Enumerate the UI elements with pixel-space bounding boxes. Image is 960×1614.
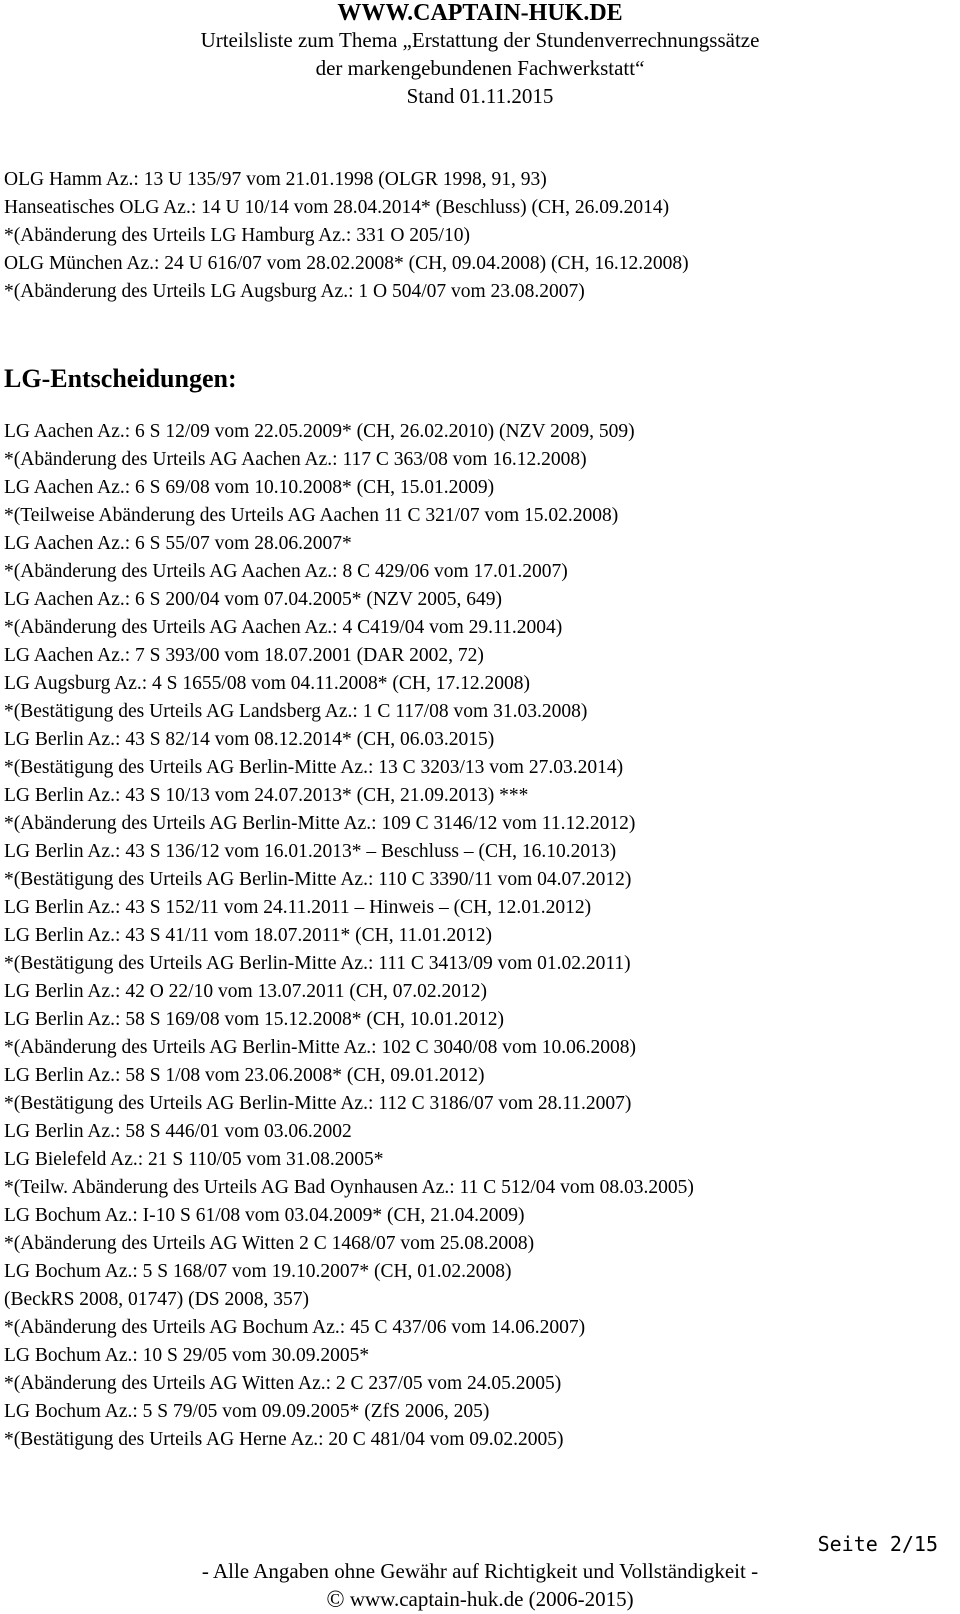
lg-entry: (BeckRS 2008, 01747) (DS 2008, 357)	[4, 1289, 309, 1310]
lg-entry: *(Bestätigung des Urteils AG Herne Az.: 20 C 481/04 vom 09.02.2005)	[4, 1429, 564, 1450]
olg-entry: OLG Hamm Az.: 13 U 135/97 vom 21.01.1998 (OLGR 1998, 91, 93)	[4, 169, 547, 190]
olg-entry: *(Abänderung des Urteils LG Augsburg Az.: 1 O 504/07 vom 23.08.2007)	[4, 281, 585, 302]
lg-entry: *(Bestätigung des Urteils AG Berlin-Mitte Az.: 110 C 3390/11 vom 04.07.2012)	[4, 869, 632, 890]
document-date: Stand 01.11.2015	[406, 84, 554, 108]
lg-entry: *(Bestätigung des Urteils AG Berlin-Mitte Az.: 112 C 3186/07 vom 28.11.2007)	[4, 1093, 632, 1114]
lg-entry: *(Abänderung des Urteils AG Berlin-Mitte Az.: 102 C 3040/08 vom 10.06.2008)	[4, 1037, 637, 1058]
lg-entry: *(Bestätigung des Urteils AG Landsberg Az.: 1 C 117/08 vom 31.03.2008)	[4, 701, 588, 722]
olg-entry: Hanseatisches OLG Az.: 14 U 10/14 vom 28.04.2014* (Beschluss) (CH, 26.09.2014)	[4, 197, 670, 218]
lg-entries	[4, 418, 954, 1454]
lg-entry: LG Bochum Az.: 5 S 168/07 vom 19.10.2007* (CH, 01.02.2008)	[4, 1261, 512, 1282]
lg-entry: *(Teilw. Abänderung des Urteils AG Bad Oynhausen Az.: 11 C 512/04 vom 08.03.2005)	[4, 1177, 694, 1198]
olg-entries	[4, 166, 954, 306]
lg-entry: LG Berlin Az.: 58 S 169/08 vom 15.12.2008* (CH, 10.01.2012)	[4, 1009, 504, 1030]
page-number: Seite 2/15	[817, 1532, 938, 1556]
lg-entry: LG Berlin Az.: 58 S 1/08 vom 23.06.2008* (CH, 09.01.2012)	[4, 1065, 485, 1086]
olg-entry: OLG München Az.: 24 U 616/07 vom 28.02.2008* (CH, 09.04.2008) (CH, 16.12.2008)	[4, 253, 689, 274]
lg-entry: LG Berlin Az.: 43 S 41/11 vom 18.07.2011* (CH, 11.01.2012)	[4, 925, 493, 946]
lg-entry: *(Abänderung des Urteils AG Berlin-Mitte Az.: 109 C 3146/12 vom 11.12.2012)	[4, 813, 636, 834]
lg-entry: *(Abänderung des Urteils AG Witten 2 C 1468/07 vom 25.08.2008)	[4, 1233, 535, 1254]
lg-entry: LG Berlin Az.: 43 S 152/11 vom 24.11.2011 – Hinweis – (CH, 12.01.2012)	[4, 897, 592, 918]
footer-copyright	[0, 1586, 960, 1613]
copyright-text: www.captain-huk.de (2006-2015)	[349, 1587, 634, 1611]
lg-entry: LG Aachen Az.: 6 S 200/04 vom 07.04.2005* (NZV 2005, 649)	[4, 589, 502, 610]
lg-entry: *(Abänderung des Urteils AG Witten Az.: 2 C 237/05 vom 24.05.2005)	[4, 1373, 562, 1394]
site-title: WWW.CAPTAIN-HUK.DE	[337, 0, 623, 26]
lg-entry: LG Aachen Az.: 6 S 12/09 vom 22.05.2009* (CH, 26.02.2010) (NZV 2009, 509)	[4, 421, 635, 442]
document-subtitle-line-1: Urteilsliste zum Thema „Erstattung der Stundenverrechnungssätze	[200, 28, 760, 52]
lg-entry: *(Abänderung des Urteils AG Aachen Az.: 4 C419/04 vom 29.11.2004)	[4, 617, 563, 638]
lg-entry: LG Bochum Az.: I-10 S 61/08 vom 03.04.2009* (CH, 21.04.2009)	[4, 1205, 525, 1226]
document-subtitle-line-2: der markengebundenen Fachwerkstatt“	[315, 56, 645, 80]
lg-entry: *(Abänderung des Urteils AG Bochum Az.: 45 C 437/06 vom 14.06.2007)	[4, 1317, 586, 1338]
lg-entry: LG Berlin Az.: 42 O 22/10 vom 13.07.2011 (CH, 07.02.2012)	[4, 981, 487, 1002]
lg-entry: LG Aachen Az.: 6 S 69/08 vom 10.10.2008* (CH, 15.01.2009)	[4, 477, 495, 498]
lg-entry: *(Bestätigung des Urteils AG Berlin-Mitte Az.: 111 C 3413/09 vom 01.02.2011)	[4, 953, 631, 974]
footer-disclaimer: - Alle Angaben ohne Gewähr auf Richtigkeit und Vollständigkeit -	[201, 1559, 759, 1583]
lg-entry: *(Abänderung des Urteils AG Aachen Az.: 117 C 363/08 vom 16.12.2008)	[4, 449, 587, 470]
lg-entry: LG Aachen Az.: 7 S 393/00 vom 18.07.2001 (DAR 2002, 72)	[4, 645, 484, 666]
lg-entry: LG Bochum Az.: 5 S 79/05 vom 09.09.2005* (ZfS 2006, 205)	[4, 1401, 490, 1422]
lg-section-heading: LG-Entscheidungen:	[4, 364, 237, 393]
lg-entry: LG Berlin Az.: 43 S 10/13 vom 24.07.2013* (CH, 21.09.2013) ***	[4, 785, 529, 806]
lg-entry: LG Bielefeld Az.: 21 S 110/05 vom 31.08.2005*	[4, 1149, 384, 1170]
olg-entry: *(Abänderung des Urteils LG Hamburg Az.: 331 O 205/10)	[4, 225, 470, 246]
lg-entry: *(Abänderung des Urteils AG Aachen Az.: 8 C 429/06 vom 17.01.2007)	[4, 561, 568, 582]
lg-entry: LG Bochum Az.: 10 S 29/05 vom 30.09.2005*	[4, 1345, 370, 1366]
lg-entry: LG Berlin Az.: 43 S 136/12 vom 16.01.2013* – Beschluss – (CH, 16.10.2013)	[4, 841, 617, 862]
lg-entry: LG Berlin Az.: 58 S 446/01 vom 03.06.2002	[4, 1121, 352, 1142]
lg-entry: LG Berlin Az.: 43 S 82/14 vom 08.12.2014* (CH, 06.03.2015)	[4, 729, 495, 750]
document-header	[0, 0, 960, 110]
lg-entry: LG Aachen Az.: 6 S 55/07 vom 28.06.2007*	[4, 533, 352, 554]
lg-entry: *(Bestätigung des Urteils AG Berlin-Mitte Az.: 13 C 3203/13 vom 27.03.2014)	[4, 757, 624, 778]
copyright-icon: ©	[326, 1587, 345, 1613]
lg-entry: LG Augsburg Az.: 4 S 1655/08 vom 04.11.2008* (CH, 17.12.2008)	[4, 673, 530, 694]
lg-entry: *(Teilweise Abänderung des Urteils AG Aachen 11 C 321/07 vom 15.02.2008)	[4, 505, 619, 526]
